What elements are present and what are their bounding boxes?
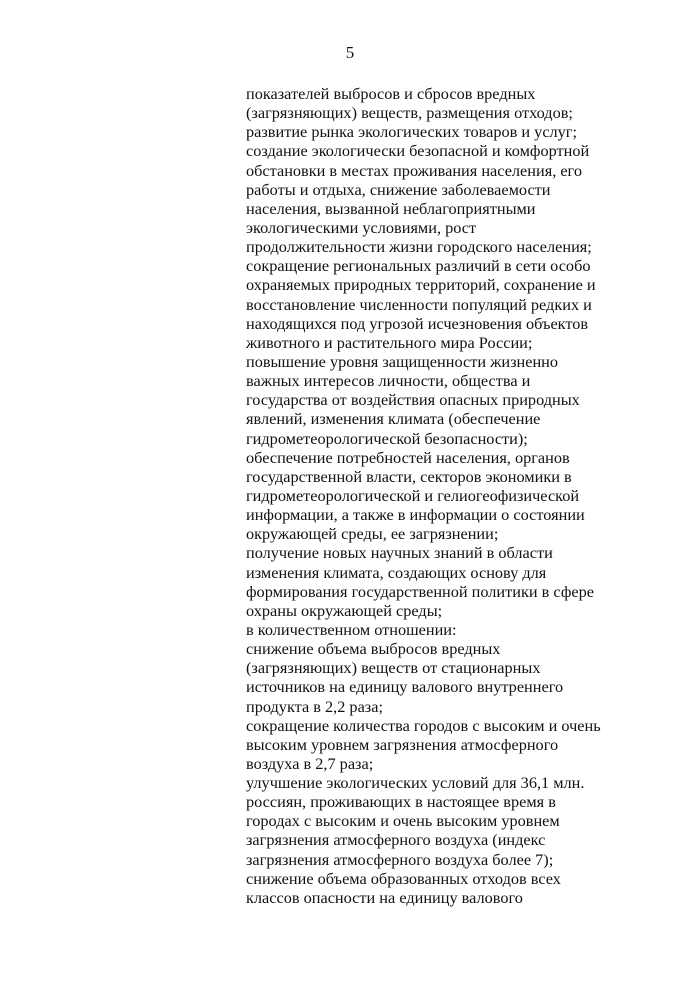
text-line: явлений, изменения климата (обеспечение bbox=[246, 409, 541, 429]
text-line: продукта в 2,2 раза; bbox=[246, 696, 383, 716]
text-line: сокращение количества городов с высоким и очень bbox=[246, 715, 601, 735]
text-line: изменения климата, создающих основу для bbox=[246, 562, 547, 582]
text-line: экологическими условиями, рост bbox=[246, 217, 477, 237]
text-line: показателей выбросов и сбросов вредных bbox=[246, 84, 536, 103]
text-line: воздуха в 2,7 раза; bbox=[246, 753, 374, 773]
text-line: в количественном отношении: bbox=[246, 619, 457, 639]
text-line: восстановление численности популяций редких и bbox=[246, 294, 592, 314]
text-line: (загрязняющих) веществ от стационарных bbox=[246, 658, 541, 678]
text-line: важных интересов личности, общества и bbox=[246, 371, 531, 391]
text-line: городах с высоким и очень высоким уровнем bbox=[246, 811, 560, 831]
text-line: обеспечение потребностей населения, органов bbox=[246, 447, 570, 467]
text-line: снижение объема образованных отходов всех bbox=[246, 868, 561, 888]
text-line: формирования государственной политики в сфере bbox=[246, 581, 594, 601]
text-line: классов опасности на единицу валового bbox=[246, 887, 523, 907]
text-line: создание экологически безопасной и комфортной bbox=[246, 141, 590, 161]
text-line: снижение объема выбросов вредных bbox=[246, 639, 501, 659]
text-line: улучшение экологических условий для 36,1 млн. bbox=[246, 773, 585, 793]
text-line: источников на единицу валового внутреннего bbox=[246, 677, 564, 697]
text-line: загрязнения атмосферного воздуха (индекс bbox=[246, 830, 546, 850]
text-line: высоким уровнем загрязнения атмосферного bbox=[246, 734, 559, 754]
document-body bbox=[246, 84, 626, 907]
text-line: государства от воздействия опасных природных bbox=[246, 390, 580, 410]
text-line: гидрометеорологической и гелиогеофизической bbox=[246, 485, 580, 505]
text-line: охраны окружающей среды; bbox=[246, 600, 443, 620]
text-line: загрязнения атмосферного воздуха более 7); bbox=[246, 849, 554, 869]
text-line: окружающей среды, ее загрязнении; bbox=[246, 524, 499, 544]
text-line: населения, вызванной неблагоприятными bbox=[246, 198, 536, 218]
page-number: 5 bbox=[345, 43, 355, 62]
text-line: животного и растительного мира России; bbox=[246, 332, 533, 352]
text-line: государственной власти, секторов экономики в bbox=[246, 466, 572, 486]
text-line: получение новых научных знаний в области bbox=[246, 543, 553, 563]
text-line: продолжительности жизни городского населения; bbox=[246, 237, 592, 257]
text-line: работы и отдыха, снижение заболеваемости bbox=[246, 179, 551, 199]
text-line: охраняемых природных территорий, сохранение и bbox=[246, 275, 596, 295]
text-line: находящихся под угрозой исчезновения объектов bbox=[246, 313, 589, 333]
text-line: обстановки в местах проживания населения, его bbox=[246, 160, 582, 180]
text-line: россиян, проживающих в настоящее время в bbox=[246, 792, 556, 812]
text-line: повышение уровня защищенности жизненно bbox=[246, 351, 559, 371]
text-line: (загрязняющих) веществ, размещения отходов; bbox=[246, 103, 573, 123]
text-line: развитие рынка экологических товаров и услуг; bbox=[246, 122, 578, 142]
text-line: информации, а также в информации о состоянии bbox=[246, 505, 585, 525]
text-line: гидрометеорологической безопасности); bbox=[246, 428, 528, 448]
text-line: сокращение региональных различий в сети особо bbox=[246, 256, 591, 276]
